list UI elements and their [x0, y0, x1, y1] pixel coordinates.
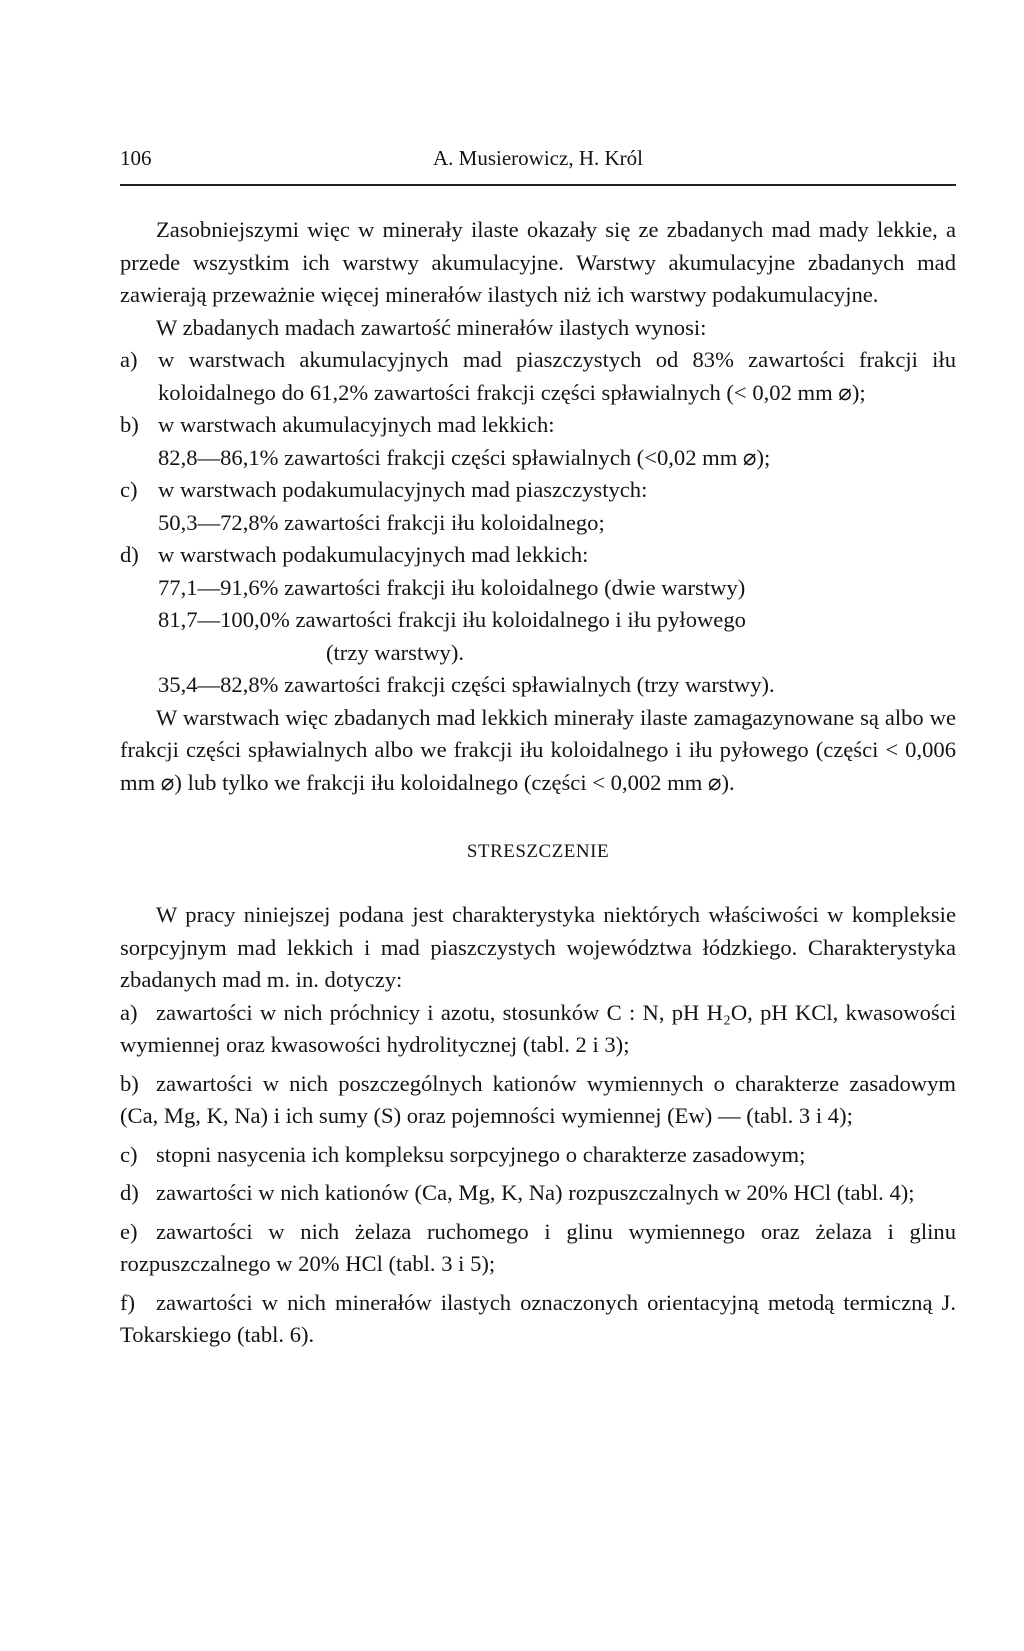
list-item-a [120, 344, 956, 409]
summary-item-b [120, 1068, 956, 1133]
list-label: e) [120, 1218, 138, 1244]
list-label: b) [120, 412, 139, 437]
list-subline: (trzy warstwy). [326, 639, 465, 665]
list-subline: 50,3—72,8% zawartości frakcji iłu koloidalnego; [158, 509, 605, 535]
paragraph-2: W zbadanych madach zawartość minerałów ilastych wynosi: [156, 314, 707, 340]
section-heading: STRESZCZENIE [466, 841, 610, 862]
list-item-b [120, 409, 956, 442]
list-subline: 81,7—100,0% zawartości frakcji iłu koloidalnego i iłu pyłowego [158, 607, 746, 632]
summary-item-f [120, 1287, 956, 1352]
list-subline: 35,4—82,8% zawartości frakcji części spławialnych (trzy warstwy). [158, 672, 775, 697]
paragraph-3: W warstwach więc zbadanych mad lekkich minerały ilaste zamagazynowane są albo we frakcji części spławialnych albo we frakcji iłu koloidalnego i iłu pyłowego (części < 0,006 mm ⌀) lub tylko we frakcji iłu koloidalnego (części < 0,002 mm ⌀). [120, 704, 956, 795]
list-label: a) [120, 347, 138, 372]
summary-item-e [120, 1216, 956, 1281]
list-item-d [120, 539, 956, 572]
page-content [120, 146, 956, 1352]
list-label: d) [120, 542, 139, 567]
list-text: zawartości w nich minerałów ilastych oznaczonych orientacyjną metodą termiczną J. Tokarskiego (tabl. 6). [120, 1289, 956, 1347]
list-label: a) [120, 999, 138, 1025]
list-text: stopni nasycenia ich kompleksu sorpcyjnego o charakterze zasadowym; [156, 1141, 806, 1167]
paragraph-4: W pracy niniejszej podana jest charakterystyka niektórych właściwości w kompleksie sorpcyjnym mad lekkich i mad piaszczystych województwa łódzkiego. Charakterystyka zbadanych mad m. in. dotyczy: [120, 902, 956, 992]
summary-item-a [120, 997, 956, 1062]
running-head-authors: A. Musierowicz, H. Król [433, 146, 643, 170]
list-item-c [120, 474, 956, 507]
list-subline: 82,8—86,1% zawartości frakcji części spławialnych (<0,02 mm ⌀); [158, 444, 771, 470]
list-text: zawartości w nich żelaza ruchomego i glinu wymiennego oraz żelaza i glinu rozpuszczalnego w 20% HCl (tabl. 3 i 5); [120, 1218, 956, 1276]
list-label: d) [120, 1180, 139, 1205]
list-text: zawartości w nich kationów (Ca, Mg, K, Na) rozpuszczalnych w 20% HCl (tabl. 4); [156, 1180, 915, 1205]
list-label: c) [120, 477, 138, 502]
running-header [120, 146, 956, 180]
content-list [120, 344, 956, 702]
list-subline: 77,1—91,6% zawartości frakcji iłu koloidalnego (dwie warstwy) [158, 574, 746, 600]
list-label: b) [120, 1070, 139, 1096]
summary-item-c [120, 1139, 956, 1172]
list-label: c) [120, 1141, 138, 1167]
page-number: 106 [120, 146, 152, 170]
list-text: w warstwach podakumulacyjnych mad piaszczystych: [158, 477, 648, 502]
header-rule [120, 184, 956, 186]
list-label: f) [120, 1289, 136, 1315]
list-text: w warstwach akumulacyjnych mad piaszczystych od 83% zawartości frakcji iłu koloidalnego do 61,2% zawartości frakcji części spławialnych (< 0,02 mm ⌀); [158, 347, 956, 405]
summary-item-d [120, 1177, 956, 1210]
list-text: w warstwach akumulacyjnych mad lekkich: [158, 412, 555, 437]
list-text: w warstwach podakumulacyjnych mad lekkich: [158, 542, 589, 567]
paragraph-1: Zasobniejszymi więc w minerały ilaste okazały się ze zbadanych mad mady lekkie, a przede wszystkim ich warstwy akumulacyjne. Warstwy akumulacyjne zbadanych mad zawierają przeważnie więcej minerałów ilastych niż ich warstwy podakumulacyjne. [120, 217, 956, 307]
list-text: zawartości w nich próchnicy i azotu, stosunków C : N, pH H₂O, pH KCl, kwasowości wymiennej oraz kwasowości hydrolitycznej (tabl. 2 i 3); [120, 999, 956, 1057]
list-text: zawartości w nich poszczególnych kationów wymiennych o charakterze zasadowym (Ca, Mg, K, Na) i ich sumy (S) oraz pojemności wymiennej (Ew) — (tabl. 3 i 4); [120, 1070, 956, 1128]
summary-list [120, 997, 956, 1352]
